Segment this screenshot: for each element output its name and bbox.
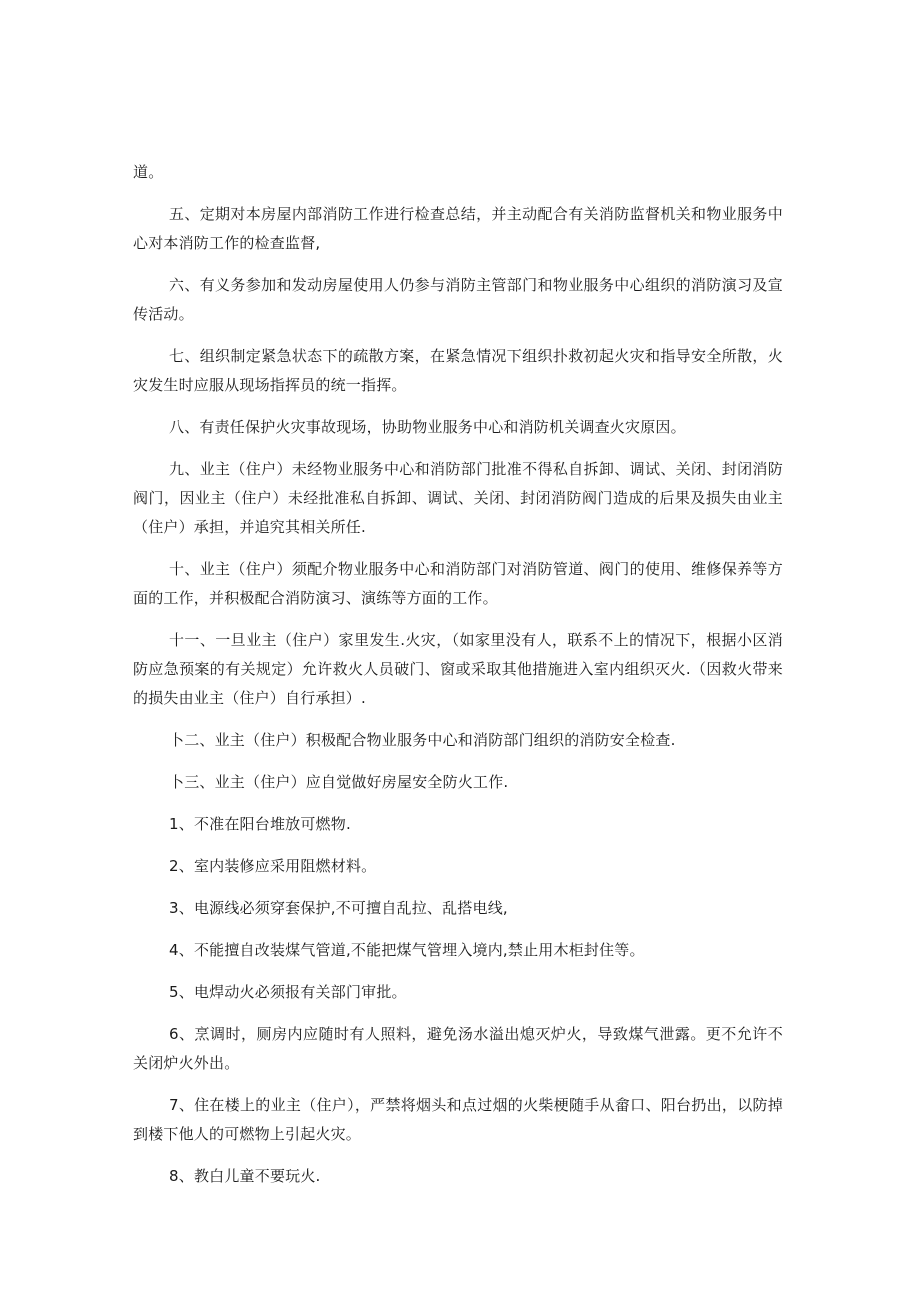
- paragraph-item-10: 十、业主（住户）须配介物业服务中心和消防部门对消防管道、阀门的使用、维修保养等方面的工作，并积极配合消防演习、演练等方面的工作。: [133, 560, 783, 607]
- sub-item-6: 6、烹调时，厕房内应随时有人照料，避免汤水溢出熄灭炉火，导致煤气泄露。更不允许不关闭炉火外出。: [133, 1025, 783, 1072]
- sub-item-4: 4、不能擅自改装煤气管道,不能把煤气管埋入境内,禁止用木柜封住等。: [169, 941, 645, 959]
- sub-item-2: 2、室内装修应采用阻燃材料。: [169, 857, 377, 875]
- document-body: [133, 158, 783, 1204]
- sub-item-1: 1、不准在阳台堆放可燃物.: [169, 815, 351, 833]
- paragraph-item-9: 九、业主（住户）未经物业服务中心和消防部门批准不得私自拆卸、调试、关闭、封闭消防阀门，因业主（住户）未经批准私自拆卸、调试、关闭、封闭消防阀门造成的后果及损失由业主（住户）承担，并追究其相关所任.: [133, 460, 783, 536]
- sub-item-7: 7、住在楼上的业主（住户），严禁将烟头和点过烟的火柴梗随手从畲口、阳台扔出，以防掉到楼下他人的可燃物上引起火灾。: [133, 1096, 783, 1143]
- paragraph-item-7: 七、组织制定紧急状态下的疏散方案，在紧急情况下组织扑救初起火灾和指导安全所散，火灾发生时应服从现场指挥员的统一指挥。: [133, 347, 783, 394]
- sub-item-3: 3、电源线必须穿套保护,不可擅自乱拉、乱搭电线,: [169, 899, 508, 917]
- sub-item-8: 8、教白儿童不要玩火.: [169, 1167, 321, 1185]
- paragraph-item-6: 六、有义务参加和发动房屋使用人仍参与消防主管部门和物业服务中心组织的消防演习及宣传活动。: [133, 276, 783, 323]
- paragraph-item-13: 卜三、业主（住户）应自觉做好房屋安全防火工作.: [169, 773, 509, 791]
- sub-item-5: 5、电焊动火必须报有关部门审批。: [169, 983, 407, 1001]
- paragraph-item-5: 五、定期对本房屋内部消防工作进行检查总结，并主动配合有关消防监督机关和物业服务中心对本消防工作的检查监督,: [133, 205, 783, 252]
- paragraph-item-12: 卜二、业主（住户）积极配合物业服务中心和消防部门组织的消防安全检查.: [169, 731, 676, 749]
- paragraph-item-8: 八、有责任保护火灾事故现场，协助物业服务中心和消防机关调查火灾原因。: [169, 418, 686, 436]
- paragraph-continuation: 道。: [133, 163, 164, 181]
- paragraph-item-11: 十一、一旦业主（住户）家里发生.火灾，（如家里没有人，联系不上的情况下，根据小区消防应急预案的有关规定）允许救火人员破门、窗或采取其他措施进入室内组织灭火.（因救火带来的损失由业主（住户）自行承担）.: [133, 631, 783, 707]
